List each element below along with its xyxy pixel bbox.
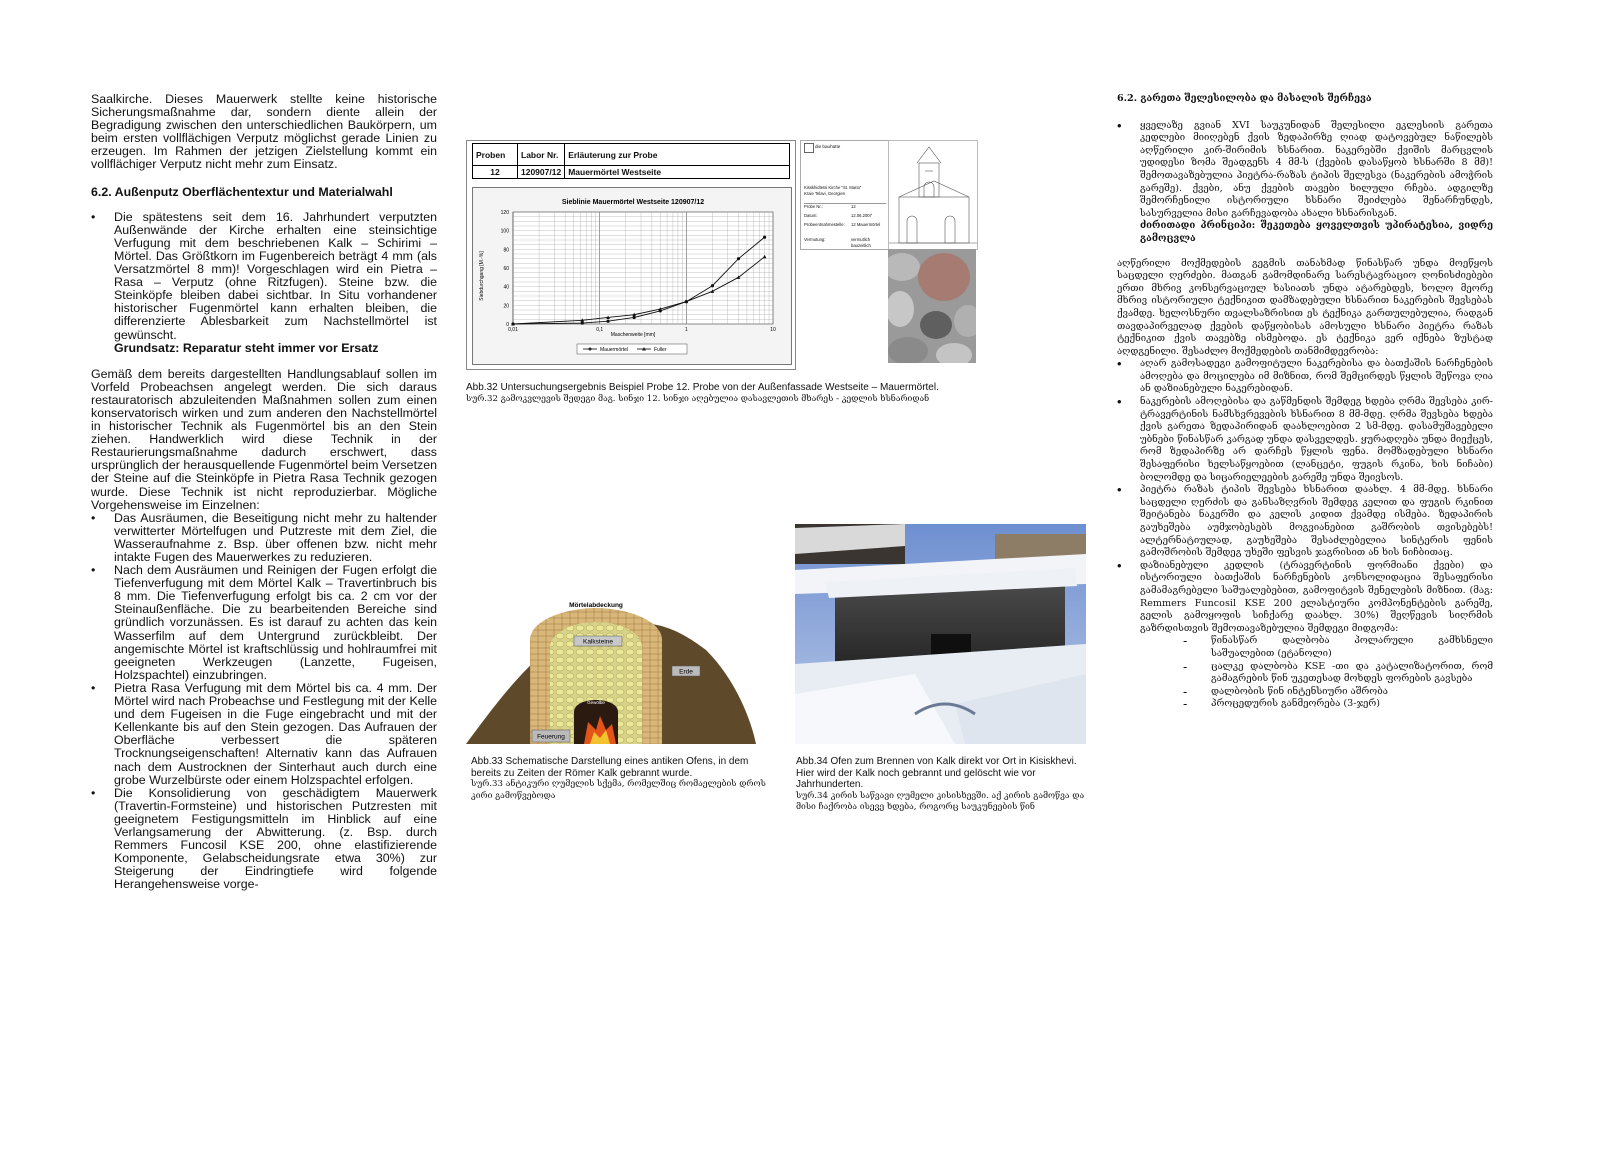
table-cell: 120907/12 — [518, 166, 565, 179]
y-tick-label: 0 — [506, 322, 509, 328]
y-tick-label: 80 — [503, 247, 509, 254]
sub-list-item: - წინასწარ დალბობა პოლარული გამხსნელი საშუალებით (ეტანოლი) — [1183, 635, 1493, 660]
kiln-snow-photo — [795, 524, 1086, 744]
stone-wall-image — [888, 249, 976, 363]
list-item: • Pietra Rasa Verfugung mit dem Mörtel bis ca. 4 mm. Der Mörtel wird nach Probeachse und Festlegung mit der Kelle und dem Fugeisen in die Fuge eingebracht und mit der Kellenkante bis auf den Stein gezogen. Das Aufrauen der Oberfläche verbessert die späteren Trocknungseigenschaften! Alternativ kann das Aufrauen nach dem Austrocknen der Sinterhaut auch durch eine grobe Wurzelbürste oder einem Holzspachtel erfolgen. — [91, 682, 437, 787]
right-bullets — [1117, 120, 1493, 246]
section-heading: 6.2. Außenputz Oberflächentextur und Materialwahl — [91, 184, 393, 199]
list-item — [91, 211, 437, 355]
y-tick-label: 60 — [503, 266, 509, 272]
list-item — [1117, 120, 1493, 246]
left-steps — [91, 512, 437, 892]
list-item: • ნაკერების ამოღებისა და გაწმენდის შემდეგ ხდება ღრმა შევსება კირ-ტრავერტინის ნამსხვრევების ხსნარით 8 მმ-მდე. ღრმა შევსება ხდება ქვის გარეთა ზედაპირიდან დაახლოებით 2 სმ-მდე. დასამუშავებელი უბნები წინასწარ კარგად უნდა დასველდეს. ყურადღება უნდა მიექცეს, რომ ზედაპირზე არ დარჩეს წყლის ფენა. მომზადებული ხსნარი შესაფერისი ხელსაწყოებით (ლანცეტი, ფუგის რკინა, ხის ნიჩაბი) ბოლომდე და სიცარიელეების გარეშე უნდა შეივსოს. — [1117, 396, 1493, 484]
sub-list-item: - პროცედურის განმეორება (3-ჯერ) — [1183, 698, 1493, 711]
chart-xlabel: Maschenweite [mm] — [610, 332, 656, 338]
y-tick-label: 40 — [503, 284, 509, 291]
figure-34-caption — [796, 756, 1096, 814]
right-column — [1117, 93, 1493, 711]
label-value: 12 — [851, 204, 856, 209]
x-tick-label: 1 — [684, 327, 688, 333]
label-value: 12.06.2007 — [851, 213, 872, 218]
list-item: • დაზიანებული კედლის (ტრავერტინის ფორმიანი ქვები) და ისტორიული ბათქაშის ნარჩენების კონსოლიდაცია შესაფერისი გამამაგრებელი საშუალებებით, გამოფიტვის შენელების მიზნით. (მაგ: Remmers Funcosil KSE 200 ელასტიური კომპონენტების გარეშე, გელის გამოყოფის სიჩქარე დაახლ. 30%) შეღწევის სიღრმის გაზრდისთვის შემოთავაზებულია შემდეგი მიდგომა: — [1117, 560, 1493, 636]
list-item: • Nach dem Ausräumen und Reinigen der Fugen erfolgt die Tiefenverfugung mit dem Mörtel Kalk – Travertinbruch bis 8 mm. Die Tiefenverfugung erfolgt bis ca. 2 cm vor der Steinaußenfläche. Die zu bearbeitenden Bereiche sind gründlich vorzunässen. Es ist darauf zu achten das kein Wasserfilm auf dem Untergrund zurückbleibt. Der angemischte Mörtel ist kraftschlüssig und hohlraumfrei mit geeigneten Werkzeugen (Lanzette, Fugeisen, Holzspachtel) einzubringen. — [91, 564, 437, 682]
left-bullets — [91, 211, 437, 355]
label-value: vermutlich bauzeitlich — [851, 237, 871, 248]
caption-ka: სურ.32 გამოკვლევის შედეგი მაგ. სინჯი 12. სინჯი აღებულია დასავლეთის მხარეს - კედლის ხსნარიდან — [466, 393, 930, 404]
x-tick-label: 0,01 — [508, 327, 518, 333]
left-paragraph: Gemäß dem bereits dargestellten Handlungsablauf sollen im Vorfeld Probeachsen angelegt werden. Die sich daraus restauratorisch abzuleitenden Maßnahmen sollen zum einen konservatorisch wirken und zum anderen den Nachstellmörtel in historischer Technik als Fugenmörtel bis an den Stein ziehen. Handwerklich wird diese Technik in der Restaurierungsmaßnahme dadurch erschwert, dass ursprünglich der herausquellende Fugenmörtel beim Versetzen der Steine auf die Steinköpfe in Pietra Rasa Technik gezogen wurde. Diese Technik ist nicht reproduzierbar. Mögliche Vorgehensweise im Einzelnen: — [91, 366, 437, 512]
label-key: Probeentnahmestelle: — [804, 222, 845, 227]
legend-label: Mauermörtel — [600, 347, 629, 353]
chart-grid — [513, 212, 773, 324]
caption-de: Abb.33 Schematische Darstellung eines antiken Ofens, in dem bereits zu Zeiten der Römer Kalk gebrannt wurde. — [471, 756, 749, 779]
section-heading-ka: 6.2. გარეთა შელესილობა და მასალის შერჩევა — [1117, 93, 1372, 104]
church-elevation-image — [889, 141, 977, 249]
kiln-snow-image — [795, 524, 1086, 744]
kiln-schematic — [466, 600, 756, 746]
label-cover: Mörtelabdeckung — [569, 602, 623, 609]
label-line: Kraie Telavi, Georgien — [804, 191, 846, 196]
label-key: Probe Nr.: — [804, 204, 823, 209]
label-earth: Erde — [679, 668, 693, 676]
table-cell: Mauermörtel Westseite — [565, 166, 790, 179]
data-point — [763, 236, 766, 239]
figure-33-caption — [471, 756, 771, 802]
x-tick-label: 0,1 — [596, 327, 604, 333]
label-key: Datum: — [804, 213, 818, 218]
y-tick-label: 120 — [500, 210, 509, 216]
list-item-text: ყველაზე გვიან XVI საუკუნიდან შელესილი ეკლესიის გარეთა კედლები მიიღებენ ქვის ზედაპირზე ღიად დატოვებულ ნაწილებს აღწერილი კირ-შირიმის ხსნარით. ნაკერებში ქვიშის მარცვლის უდიდესი ზომა შეადგენს 4 მმ-ს (ქვების დასაწყობ ხსნარში 8 მმ)! შემოთავაზებულია პიეტრა-რაზას ტიპის შელესვა (ნაკერების ამოჭრის გარეშე). ქვები, ანუ ქვების თავები ხილული რჩება. ადგილზე შემორჩენილი ისტორიული ხსნარი შეიძლება შენარჩუნდეს, სასურველია მისი გარჩევადობა ახალი ხსნარისგან. — [1140, 119, 1493, 219]
list-item: • Das Ausräumen, die Beseitigung nicht mehr zu haltender verwitterter Mörtelfugen und Putzreste mit dem Ziel, die Wasseraufnahme z. Bsp. über offenen bzw. nicht mehr intakte Fugen des Mauerwerkes zu reduzieren. — [91, 512, 437, 564]
principle-text: Grundsatz: Reparatur steht immer vor Ersatz — [114, 340, 379, 355]
figure-32-panel — [466, 140, 796, 370]
right-paragraph: აღწერილი მოქმედების გეგმის თანახმად წინასწარ უნდა მოეწყოს საცდელი ღერძები. მათგან გამომდინარე სარესტავრაციო ღონისძიებები ერთი მხრივ კონსერვაციულ ხასიათს უნდა ატარებდეს, ხოლო მეორე მხრივ ისტორიული ტექნიკით დამზადებული ხსნარით ნაკერების შევსებას ქვამდე. ხელოსნური თვალსაზრისით ეს ტექნიკა გართულებულია, რადგან თავდაპირველად ქვების დაწყობისას ამოსული ხსნარი პიეტრა რაზას ტექნიკით ქვის თავებზე ისმებოდა. ეს ტექნიკა ვერ იქნება ზუსტად აღდგენილი. შესაძლო მოქმედების თანმიმდევრობა: — [1117, 257, 1493, 357]
chart-ylabel: Siebdurchgang [M.-%] — [479, 251, 485, 301]
stone-wall-photo — [888, 249, 976, 363]
figure-32-caption — [466, 382, 986, 405]
right-steps — [1117, 358, 1493, 635]
table-header: Erläuterung zur Probe — [565, 144, 790, 166]
principle-text-ka: ძირითადი პრინციპი: შეკეთება ყოველთვის უპირატესია, ვიდრე გამოცვლა — [1140, 220, 1493, 244]
org-name: die bauhütte — [815, 144, 841, 149]
table-header: Proben — [473, 144, 518, 166]
y-tick-label: 100 — [500, 228, 509, 235]
table-cell: 12 — [473, 166, 518, 179]
list-item-text: Die spätestens seit dem 16. Jahrhundert verputzten Außenwände der Kirche erhalten eine steinsichtige Verfugung mit dem beschriebenen Kalk – Schirimi – Mörtel. Das Größtkorn im Fugenbereich beträgt 4 mm (als Versatzmörtel 8 mm)! Vorgeschlagen wird ein Pietra – Rasa – Verputz (ohne Ritzfugen). Steine bzw. die Steinköpfe bleiben dabei sichtbar. In Situ vorhandener historischer Fugenmörtel kann erhalten bleiben, die differenzierte Ablesbarkeit zum Nachstellmörtel ist gewünscht. — [114, 209, 437, 342]
right-substeps — [1183, 635, 1493, 711]
data-point — [633, 316, 636, 319]
logo-icon — [804, 143, 814, 153]
list-item: • Die Konsolidierung von geschädigtem Mauerwerk (Travertin-Formsteine) und historischen Putzresten mit geeignetem Festigungsmitteln im Hinblick auf eine Verlangsamerung der Abwitterung. (z. Bsp. durch Remmers Funcosil KSE 200, ohne elastifizierende Komponente, Gelabscheidungsrate etwa 30%) zur Steigerung der Eindringtiefe wird folgende Herangehensweise vorge- — [91, 787, 437, 892]
chart-frame — [472, 187, 792, 365]
label-firing: Feuerung — [537, 733, 565, 741]
left-column — [91, 93, 437, 891]
data-point — [606, 320, 609, 323]
grain-size-chart — [473, 188, 791, 364]
caption-de: Abb.32 Untersuchungsergebnis Beispiel Probe 12. Probe von der Außenfassade Westseite – Mauermörtel. — [466, 382, 939, 393]
data-point — [581, 321, 584, 324]
sub-list-item: - დალბობის წინ ინტენსიური აშრობა — [1183, 686, 1493, 699]
sample-label-sheet — [800, 140, 890, 250]
legend-marker — [589, 348, 592, 351]
probe-table — [472, 143, 790, 179]
left-intro: Saalkirche. Dieses Mauerwerk stellte keine historische Sicherungsmaßnahme dar, sondern diente allein der Begradigung zwischen den unterschiedlichen Baukörpern, um beim ersten vollflächigen Verputz möglichst gerade Linien zu erzeugen. Im Rahmen der jetzigen Zielstellung kommt ein vollflächiger Verputz nicht mehr zum Einsatz. — [91, 92, 437, 172]
kiln-diagram — [466, 600, 756, 746]
caption-ka: სურ.33 ანტიკური ღუმელის სქემა, რომელშიც რომაელების დროს კირი გამოწვებოდა — [471, 779, 766, 801]
data-point — [737, 257, 740, 260]
caption-de: Abb.34 Ofen zum Brennen von Kalk direkt vor Ort in Kisiskhevi. Hier wird der Kalk noch gebrannt und gelöscht wie vor Jahrhunderten. — [796, 756, 1077, 790]
label-value: 12 Mauermörtel — [851, 222, 881, 227]
label-vault: Gewölbe — [587, 700, 605, 705]
church-drawing — [888, 140, 978, 250]
list-item: • პიეტრა რაზას ტიპის შევსება ხსნარით დაახლ. 4 მმ-მდე. ხსნარი საცდელი ღერძის და განსაზღვრის შემდეგ კელით და ფუგის რკინით შეიტანება ნაკერში და კელის კიდით ქვამდე ისმება. ზედაპირის გაუხეშება აუმჯობესებს მოგვიანებით გაშრობის თვისებებს! ალტერნატიულად, გაუხეშება შესაძლებელია სინტერის ფენის გამოშრობის შემდეგ უხეში ფესვის ჯაგრისით ან ხის ნიჩბითაც. — [1117, 484, 1493, 560]
y-tick-label: 20 — [503, 303, 509, 310]
chart-title: Sieblinie Mauermörtel Westseite 120907/12 — [561, 199, 705, 206]
label-line: Kisskhidtetsi Kirche "St. Maria" — [804, 185, 862, 190]
label-limestone: Kalksteine — [583, 638, 613, 646]
caption-ka: სურ.34 კირის საწვავი ღუმელი კისისხევში. აქ კირის გამოწვა და მისი ჩაქრობა ისევე ხდება, როგორც საუკუნეების წინ — [796, 790, 1085, 812]
x-tick-label: 10 — [770, 327, 776, 333]
list-item: • აღარ გამოსადეგი გამოფიტული ნაკერებისა და ბათქაშის ნარჩენების ამოღება და მოცილება იმ მიზნით, რომ შემცირდეს წყლის შეწოვა ღია ან დაზიანებული ნაკერებიდან. — [1117, 358, 1493, 396]
legend-label: Fuller — [654, 347, 667, 353]
table-header: Labor Nr. — [518, 144, 565, 166]
label-key: Vermutung: — [804, 237, 826, 242]
data-point — [711, 284, 714, 287]
sub-list-item: - ცალკე დალბობა KSE -თი და კატალიზატორით, რომ გამაგრების წინ უკეთესად მოხდეს ფორების გავსება — [1183, 661, 1493, 686]
